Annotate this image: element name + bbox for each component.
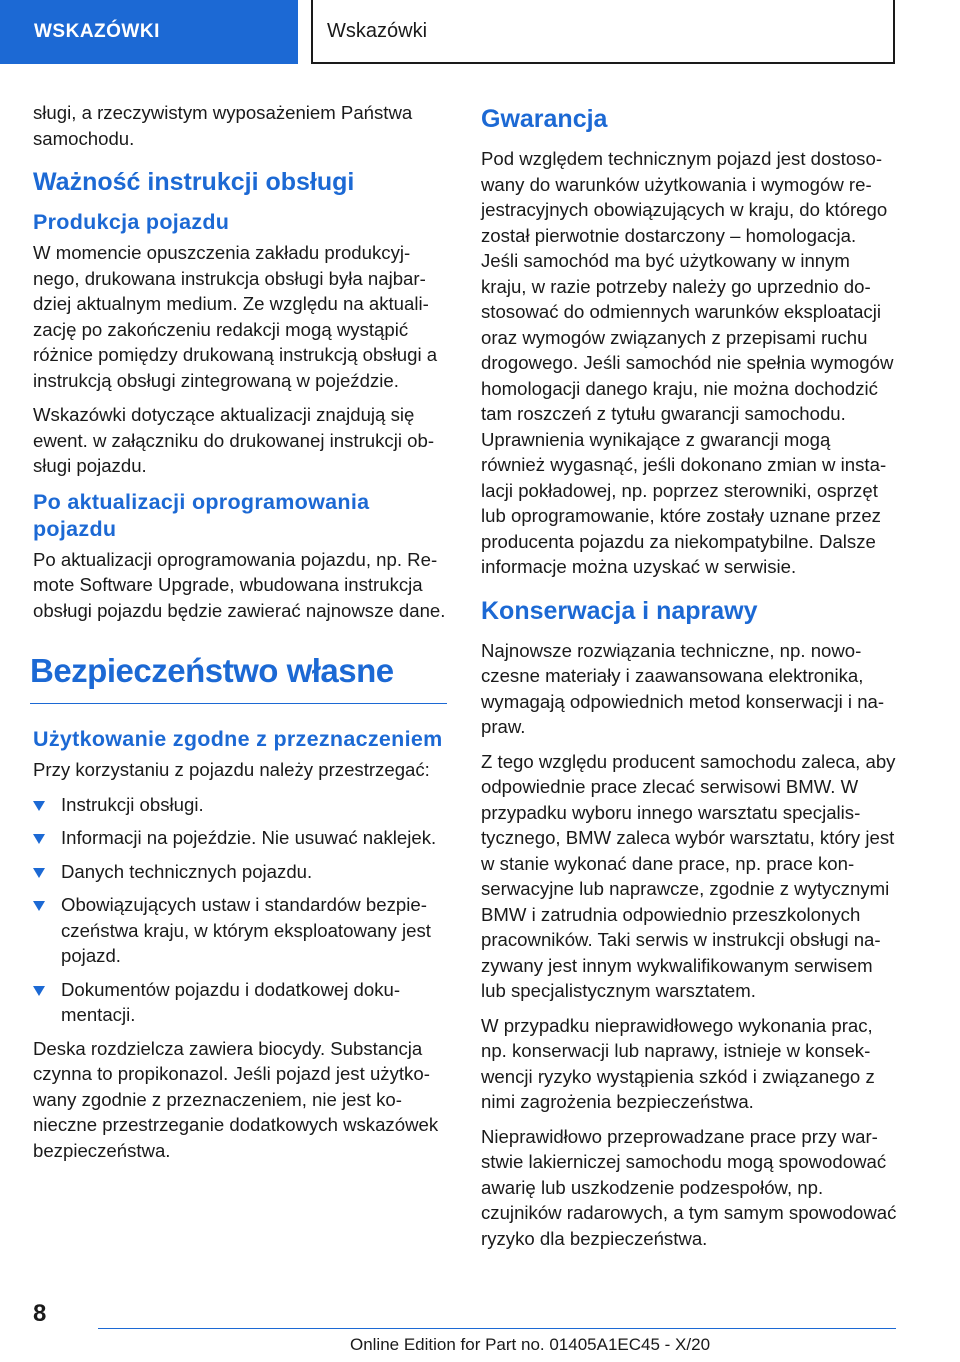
paragraph: Po aktualizacji oprogramowania pojazdu, np. Remote Software Upgrade, wbudowana instrukcja obsługi pojazdu będzie zawierać najnowsze dane. <box>33 548 446 621</box>
triangle-bullet-icon <box>33 868 45 878</box>
heading-own-safety: Bezpieczeństwo własne <box>30 649 447 704</box>
triangle-bullet-icon <box>33 901 45 911</box>
paragraph: Deska rozdzielcza zawiera biocydy. Substancja czynna to propikonazol. Jeśli pojazd jest użytkowany zgodnie z przeznaczeniem, nie jest konieczne przestrzeganie dodatkowych wskazówek bezpieczeństwa. <box>33 1037 439 1161</box>
paragraph: Pod względem technicznym pojazd jest dostosowany do warunków użytkowania i wymogów rejestracyjnych obowiązujących w kraju, do którego został pierwotnie dostarczony – homologacja. Jeśli samochód ma być użytkowany w innym kraju, w razie potrzeby należy go uprzednio dostosować do odmiennych warunków eksploatacji oraz wymogów związanych z przepisami ruchu drogowego. Jeśli samochód nie spełnia wymogów homologacji danego kraju, nie można dochodzić tam roszczeń z tytułu gwarancji samochodu. Uprawnienia wynikające z gwarancji mogą również wygasnąć, jeśli dokonano zmian w instalacji pokładowej, np. poprzez sterowniki, osprzęt lub oprogramowanie, które zostały uznane przez producenta pojazdu za niekompatybilne. Dalsze informacje można uzyskać w serwisie. <box>481 148 894 577</box>
list-item <box>33 792 447 818</box>
heading-after-software-update: Po aktualizacji oprogramowania pojazdu <box>33 489 370 541</box>
paragraph: Wskazówki dotyczące aktualizacji znajdują się ewent. w załączniku do drukowanej instrukcji obsługi pojazdu. <box>33 404 435 476</box>
list-item-text: Dokumentów pojazdu i dodatkowej dokumentacji. <box>61 978 401 1025</box>
paragraph: Najnowsze rozwiązania techniczne, np. nowoczesne materiały i zaawansowana elektronika, wymagają odpowiednich metod konserwacji i napraw. <box>481 639 885 737</box>
page-number: 8 <box>33 1300 47 1327</box>
section-tab: WSKAZÓWKI <box>0 0 298 64</box>
paragraph: W momencie opuszczenia zakładu produkcyjnego, drukowana instrukcja obsługi była najbardziej aktualnym medium. Ze względu na aktualizację po zakończeniu redakcji mogą wystąpić różnice pomiędzy drukowaną instrukcją obsługi a instrukcją obsługi zintegrowaną w pojeździe. <box>33 242 438 391</box>
heading-warranty: Gwarancja <box>481 105 608 133</box>
bullet-list <box>33 792 447 1028</box>
paragraph: Nieprawidłowo przeprowadzane prace przy warstwie lakierniczej samochodu mogą spowodować awarię lub uszkodzenie podzespołów, np. czujników radarowych, a tym samym spowodować ryzyko dla bezpieczeństwa. <box>481 1125 897 1249</box>
list-item <box>33 892 447 969</box>
list-item <box>33 977 447 1028</box>
right-column <box>481 100 897 1260</box>
triangle-bullet-icon <box>33 834 45 844</box>
heading-manual-validity: Ważność instrukcji obsługi <box>33 168 355 196</box>
paragraph: Przy korzystaniu z pojazdu należy przestrzegać: <box>33 759 430 780</box>
footer-divider <box>98 1328 896 1329</box>
heading-vehicle-production: Produkcja pojazdu <box>33 210 230 234</box>
paragraph: W przypadku nieprawidłowego wykonania prac, np. konserwacji lub naprawy, istnieje w konsekwencji ryzyko wystąpienia szkód i związanego z nimi zagrożenia bezpieczeństwa. <box>481 1014 875 1112</box>
intro-paragraph: sługi, a rzeczywistym wyposażeniem Państwa samochodu. <box>33 102 413 149</box>
heading-maintenance-repairs: Konserwacja i naprawy <box>481 596 758 625</box>
list-item-text: Obowiązujących ustaw i standardów bezpieczeństwa kraju, w którym eksploatowany jest pojazd. <box>61 894 431 966</box>
triangle-bullet-icon <box>33 986 45 996</box>
triangle-bullet-icon <box>33 801 45 811</box>
heading-intended-use: Użytkowanie zgodne z przeznaczeniem <box>33 727 443 751</box>
left-column <box>30 100 447 1172</box>
paragraph: Z tego względu producent samochodu zaleca, aby odpowiednie prace zlecać serwisowi BMW. W przypadku wyboru innego warsztatu specjalistycznego, BMW zaleca wybór warsztatu, który jest w stanie wykonać dane prace, np. prace konserwacyjne lub naprawcze, zgodnie z wytycznymi BMW i zatrudnia odpowiednio przeszkolonych pracowników. Taki serwis w instrukcji obsługi nazywany jest innym wykwalifikowanym serwisem lub specjalistycznym warsztatem. <box>481 750 896 1001</box>
chapter-title: Wskazówki <box>311 0 895 64</box>
list-item-text: Informacji na pojeździe. Nie usuwać naklejek. <box>61 827 437 848</box>
list-item <box>33 825 447 851</box>
list-item-text: Instrukcji obsługi. <box>61 793 204 815</box>
list-item-text: Danych technicznych pojazdu. <box>61 860 313 882</box>
list-item <box>33 859 447 885</box>
footer-edition: Online Edition for Part no. 01405A1EC45 - X/20 <box>349 1335 711 1354</box>
